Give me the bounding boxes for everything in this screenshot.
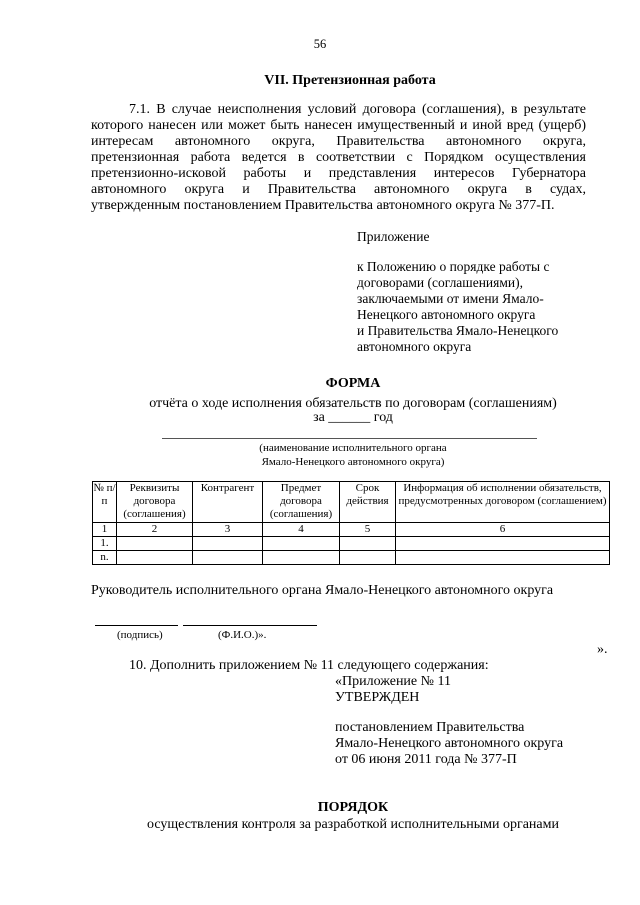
form-period: за ______ год [313, 410, 393, 425]
appendix-line: договорами (соглашениями), [357, 275, 523, 290]
section-title: VII. Претензионная работа [264, 73, 436, 88]
paragraph-line: автономного округа и Правительства автономного округа в судах, [91, 182, 586, 197]
table-row [93, 537, 610, 551]
table-cell [340, 551, 396, 565]
table-header: Предмет договора (соглашения) [263, 482, 340, 523]
report-form-table [92, 481, 610, 565]
appendix-line: автономного округа [357, 339, 472, 354]
table-header-row [93, 482, 610, 523]
paragraph-line: 7.1. В случае неисполнения условий договора (соглашения), в результате [129, 102, 586, 117]
appendix-line: Ненецкого автономного округа [357, 307, 536, 322]
paragraph-line: претензионная работа ведется в соответствии с Порядком осуществления [91, 150, 586, 165]
table-cell [193, 537, 263, 551]
form-subtitle: отчёта о ходе исполнения обязательств по договорам (соглашениям) [149, 396, 557, 411]
table-cell [396, 537, 610, 551]
approved-by-line: от 06 июня 2011 года № 377-П [335, 752, 517, 767]
table-header: Срок действия [340, 482, 396, 523]
fio-label: (Ф.И.О.)». [218, 629, 267, 641]
table-cell: n. [93, 551, 117, 565]
table-cell [263, 537, 340, 551]
table-cell: 3 [193, 523, 263, 537]
table-cell [263, 551, 340, 565]
table-number-row [93, 523, 610, 537]
closing-quote: ». [597, 642, 608, 657]
org-name-rule [162, 438, 537, 439]
approved-label: УТВЕРЖДЕН [335, 690, 420, 705]
table-header: Контрагент [193, 482, 263, 523]
appendix-title: Приложение [357, 229, 430, 244]
amendment-line: 10. Дополнить приложением № 11 следующего содержания: [129, 658, 489, 673]
org-note-2: Ямало-Ненецкого автономного округа) [261, 456, 445, 468]
order-subtitle: осуществления контроля за разработкой исполнительными органами [146, 817, 559, 832]
signature-label: (подпись) [117, 629, 163, 641]
table-cell: 1. [93, 537, 117, 551]
table-row [93, 551, 610, 565]
org-note-1: (наименование исполнительного органа [259, 442, 447, 454]
signature-rule [95, 625, 178, 626]
form-title: ФОРМА [325, 376, 381, 391]
table-header: Информация об исполнении обязательств, предусмотренных договором (соглашением) [396, 482, 610, 523]
paragraph-line: претензионно-исковой работы и представления интересов Губернатора [91, 166, 586, 181]
table-cell [193, 551, 263, 565]
paragraph-line: утвержденным постановлением Правительства автономного округа № 377-П. [91, 198, 555, 213]
table-cell: 1 [93, 523, 117, 537]
table-cell [117, 537, 193, 551]
approved-by-line: постановлением Правительства [335, 720, 525, 735]
table-cell: 2 [117, 523, 193, 537]
table-cell: 6 [396, 523, 610, 537]
paragraph-line: интересам автономного округа, Правительства автономного округа, [91, 134, 586, 149]
approved-by-line: Ямало-Ненецкого автономного округа [335, 736, 564, 751]
page-number: 56 [313, 37, 327, 51]
appendix-line: к Положению о порядке работы с [357, 259, 550, 274]
table-header: Реквизиты договора (соглашения) [117, 482, 193, 523]
claims-paragraph [91, 102, 586, 214]
amendment-app-title: «Приложение № 11 [335, 674, 451, 689]
table-cell [396, 551, 610, 565]
paragraph-line: которого нанесен или может быть нанесен имущественный и иной вред (ущерб) [91, 118, 586, 133]
table-cell: 4 [263, 523, 340, 537]
fio-rule [183, 625, 317, 626]
appendix-line: и Правительства Ямало-Ненецкого [357, 323, 559, 338]
table-cell [117, 551, 193, 565]
order-title: ПОРЯДОК [317, 800, 389, 815]
table-header: № п/п [93, 482, 117, 523]
appendix-line: заключаемыми от имени Ямало- [357, 291, 544, 306]
head-signature-line: Руководитель исполнительного органа Ямало-Ненецкого автономного округа [91, 583, 554, 598]
table-cell [340, 537, 396, 551]
table-cell: 5 [340, 523, 396, 537]
